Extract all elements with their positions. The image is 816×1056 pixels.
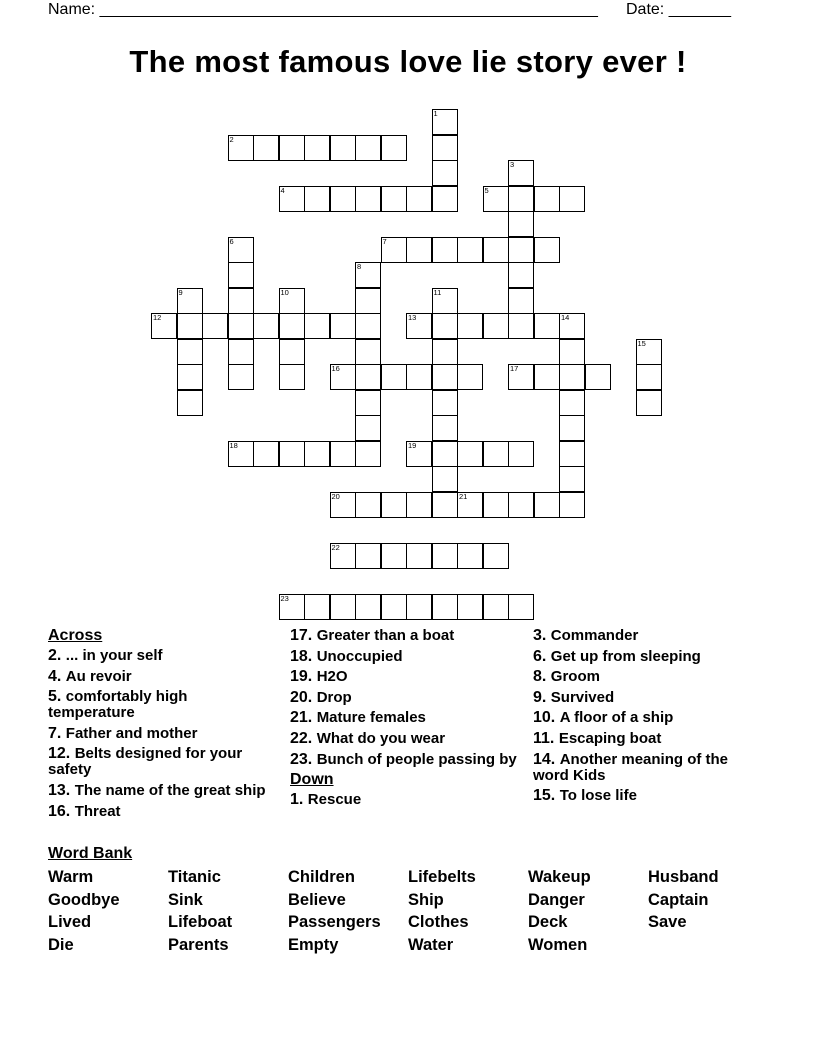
crossword-cell[interactable] [559, 339, 585, 365]
word-bank-word: Women [528, 936, 588, 954]
clue-item [48, 783, 278, 799]
crossword-cell[interactable] [508, 594, 534, 620]
clue-number: 16 [331, 364, 340, 373]
word-bank-word: Clothes [408, 913, 469, 931]
clue-item-number: 2. [48, 647, 66, 664]
crossword-cell[interactable] [330, 186, 356, 212]
clue-column-1 [48, 628, 278, 824]
crossword-cell[interactable] [457, 594, 483, 620]
down-title: Down [290, 771, 334, 789]
crossword-cell[interactable] [508, 492, 534, 518]
crossword-cell[interactable] [355, 492, 381, 518]
page-title: The most famous love lie story ever ! [129, 44, 687, 79]
crossword-cell[interactable] [228, 313, 254, 339]
crossword-cell[interactable] [432, 109, 458, 135]
clue-number: 5 [484, 185, 489, 195]
clue-item [48, 746, 278, 778]
crossword-cell[interactable] [508, 288, 534, 314]
crossword-cell[interactable] [330, 492, 356, 518]
crossword-cell[interactable] [457, 364, 483, 390]
crossword-cell[interactable] [432, 288, 458, 314]
clue-item-number: 7. [48, 724, 66, 742]
crossword-cell[interactable] [279, 364, 305, 390]
clue-item-text: Father and mother [65, 724, 198, 742]
clue-number: 10 [280, 287, 289, 297]
crossword-cell[interactable] [228, 135, 254, 161]
word-bank-word: Captain [648, 891, 709, 909]
crossword-cell[interactable] [483, 543, 509, 569]
crossword-cell[interactable] [457, 313, 483, 339]
crossword-cell[interactable] [355, 441, 381, 467]
clue-number: 2 [229, 134, 234, 144]
clue-item [533, 752, 763, 784]
crossword-cell[interactable] [406, 441, 432, 467]
crossword-cell[interactable] [508, 186, 534, 212]
crossword-cell[interactable] [253, 135, 279, 161]
clue-column-2 [290, 628, 520, 813]
crossword-cell[interactable] [483, 237, 509, 263]
crossword-cell[interactable] [279, 594, 305, 620]
clue-number: 22 [331, 542, 340, 552]
crossword-cell[interactable] [406, 492, 432, 518]
crossword-cell[interactable] [534, 186, 560, 212]
crossword-cell[interactable] [559, 492, 585, 518]
word-bank-word: Titanic [168, 868, 221, 886]
clue-number: 21 [459, 491, 468, 501]
crossword-cell[interactable] [636, 339, 662, 365]
clue-item-number: 8. [533, 668, 551, 686]
crossword-cell[interactable] [432, 415, 458, 441]
crossword-cell[interactable] [253, 313, 279, 339]
clue-item [290, 649, 520, 665]
clue-item-text: comfortably high temperature [48, 688, 188, 722]
clue-item-text: Mature females [316, 709, 426, 727]
clue-item [533, 649, 763, 665]
crossword-cell[interactable] [381, 135, 407, 161]
clue-item-number: 10. [533, 709, 560, 727]
crossword-cell[interactable] [559, 466, 585, 492]
word-bank-word: Danger [528, 891, 585, 909]
crossword-cell[interactable] [355, 262, 381, 288]
clue-number: 14 [561, 313, 570, 322]
clue-item-number: 5. [48, 688, 66, 706]
crossword-cell[interactable] [330, 135, 356, 161]
clue-item-number: 22. [290, 729, 317, 747]
crossword-cell[interactable] [279, 441, 305, 467]
crossword-cell[interactable] [151, 313, 177, 339]
crossword-cell[interactable] [355, 594, 381, 620]
clue-item-text: Greater than a boat [316, 627, 455, 644]
clue-item [290, 752, 520, 768]
crossword-cell[interactable] [406, 594, 432, 620]
name-field-label[interactable]: Name: ________________________________________________________ [48, 1, 598, 18]
word-bank-word: Sink [168, 891, 203, 909]
word-bank-word: Goodbye [48, 891, 120, 909]
crossword-cell[interactable] [432, 186, 458, 212]
crossword-cell[interactable] [534, 492, 560, 518]
crossword-cell[interactable] [228, 262, 254, 288]
clue-item-text: The name of the great ship [74, 781, 266, 799]
clue-item-text: A floor of a ship [559, 709, 674, 727]
crossword-cell[interactable] [483, 186, 509, 212]
crossword-cell[interactable] [534, 313, 560, 339]
crossword-cell[interactable] [406, 364, 432, 390]
crossword-cell[interactable] [406, 186, 432, 212]
clue-number: 15 [637, 338, 646, 348]
clue-item-text: Unoccupied [316, 647, 403, 665]
crossword-cell[interactable] [330, 313, 356, 339]
crossword-cell[interactable] [355, 390, 381, 416]
crossword-cell[interactable] [508, 313, 534, 339]
crossword-cell[interactable] [228, 364, 254, 390]
clue-item-number: 21. [290, 709, 317, 727]
clue-item [290, 690, 520, 706]
clue-item [290, 628, 520, 644]
date-field-label[interactable]: Date: _______ [626, 1, 731, 18]
crossword-cell[interactable] [432, 339, 458, 365]
clue-column-3 [533, 628, 763, 809]
crossword-cell[interactable] [432, 160, 458, 186]
crossword-cell[interactable] [330, 594, 356, 620]
clue-item-number: 14. [533, 750, 560, 768]
crossword-cell[interactable] [177, 313, 203, 339]
clue-item-text: To lose life [559, 787, 637, 805]
crossword-cell[interactable] [355, 186, 381, 212]
crossword-cell[interactable] [228, 441, 254, 467]
clue-item-number: 23. [290, 750, 317, 768]
clue-item-number: 17. [290, 627, 317, 644]
clue-item-text: Survived [550, 688, 615, 706]
clue-number: 20 [331, 491, 340, 501]
word-bank-word: Water [408, 936, 454, 954]
crossword-cell[interactable] [355, 339, 381, 365]
clue-item-number: 19. [290, 668, 317, 686]
crossword-cell[interactable] [432, 237, 458, 263]
crossword-cell[interactable] [585, 364, 611, 390]
clue-item-number: 15. [533, 787, 560, 805]
clue-item-number: 9. [533, 688, 551, 706]
clue-item [290, 669, 520, 685]
clue-number: 13 [408, 313, 417, 322]
word-bank-word: Warm [48, 868, 94, 886]
clue-item-text: Bunch of people passing by [316, 750, 517, 768]
crossword-cell[interactable] [330, 441, 356, 467]
clue-item [48, 689, 278, 721]
word-bank-word: Lived [48, 913, 92, 931]
clue-item [533, 628, 763, 644]
clue-item [533, 731, 763, 747]
crossword-cell[interactable] [534, 364, 560, 390]
crossword-cell[interactable] [304, 135, 330, 161]
word-bank-word: Ship [408, 891, 444, 909]
crossword-cell[interactable] [279, 186, 305, 212]
clue-item [290, 710, 520, 726]
clue-item-number: 18. [290, 647, 317, 665]
clue-number: 1 [433, 109, 438, 118]
clue-number: 12 [153, 313, 162, 322]
word-bank-word: Lifeboat [168, 913, 233, 931]
clue-item [533, 788, 763, 804]
crossword-cell[interactable] [177, 339, 203, 365]
crossword-cell[interactable] [304, 186, 330, 212]
crossword-cell[interactable] [406, 237, 432, 263]
crossword-cell[interactable] [636, 390, 662, 416]
crossword-cell[interactable] [508, 364, 534, 390]
crossword-cell[interactable] [202, 313, 228, 339]
crossword-cell[interactable] [559, 415, 585, 441]
clue-item [533, 710, 763, 726]
crossword-cell[interactable] [228, 288, 254, 314]
clue-item [290, 731, 520, 747]
crossword-cell[interactable] [508, 237, 534, 263]
clue-number: 18 [229, 440, 238, 450]
clue-item-number: 16. [48, 802, 75, 820]
crossword-cell[interactable] [355, 288, 381, 314]
across-title: Across [48, 627, 103, 644]
clue-item [533, 690, 763, 706]
crossword-cell[interactable] [508, 160, 534, 186]
crossword-cell[interactable] [406, 543, 432, 569]
clue-number: 17 [510, 364, 519, 373]
crossword-cell[interactable] [432, 594, 458, 620]
crossword-cell[interactable] [432, 492, 458, 518]
clue-item-number: 1. [290, 791, 308, 809]
crossword-cell[interactable] [381, 594, 407, 620]
crossword-cell[interactable] [508, 262, 534, 288]
clue-item [48, 669, 278, 685]
crossword-cell[interactable] [355, 313, 381, 339]
clue-number: 7 [382, 236, 387, 246]
crossword-cell[interactable] [355, 364, 381, 390]
clue-item [48, 648, 278, 664]
crossword-cell[interactable] [432, 135, 458, 161]
crossword-cell[interactable] [432, 390, 458, 416]
crossword-cell[interactable] [381, 237, 407, 263]
crossword-cell[interactable] [432, 441, 458, 467]
crossword-cell[interactable] [330, 364, 356, 390]
crossword-cell[interactable] [381, 186, 407, 212]
clue-item [533, 669, 763, 685]
crossword-cell[interactable] [381, 492, 407, 518]
crossword-cell[interactable] [228, 339, 254, 365]
clue-item-text: Groom [550, 668, 600, 686]
crossword-cell[interactable] [381, 364, 407, 390]
crossword-cell[interactable] [534, 237, 560, 263]
crossword-cell[interactable] [559, 441, 585, 467]
word-bank-word: Lifebelts [408, 868, 476, 886]
crossword-cell[interactable] [355, 543, 381, 569]
clue-item-number: 13. [48, 781, 75, 799]
clue-item-text: H2O [316, 668, 348, 686]
clue-item-text: Belts designed for your safety [48, 745, 243, 779]
word-bank-word: Deck [528, 913, 568, 931]
clue-item-text: Commander [550, 627, 639, 644]
clue-item-text: ... in your self [65, 647, 163, 664]
clue-item [48, 726, 278, 742]
clue-item-number: 3. [533, 627, 551, 644]
crossword-cell[interactable] [304, 313, 330, 339]
clue-item-text: Another meaning of the word Kids [533, 750, 729, 784]
clue-number: 4 [280, 185, 285, 195]
crossword-cell[interactable] [432, 466, 458, 492]
crossword-cell[interactable] [559, 186, 585, 212]
clue-number: 8 [357, 262, 362, 271]
crossword-cell[interactable] [177, 390, 203, 416]
clue-item-text: Au revoir [65, 667, 132, 685]
crossword-cell[interactable] [432, 364, 458, 390]
crossword-cell[interactable] [457, 492, 483, 518]
crossword-cell[interactable] [381, 543, 407, 569]
crossword-cell[interactable] [483, 594, 509, 620]
word-bank-title: Word Bank [48, 845, 133, 862]
word-bank-word: Wakeup [528, 868, 591, 886]
crossword-cell[interactable] [330, 543, 356, 569]
clue-number: 6 [229, 236, 234, 246]
crossword-cell[interactable] [457, 543, 483, 569]
word-bank-word: Save [648, 913, 687, 931]
crossword-cell[interactable] [279, 135, 305, 161]
word-bank-word: Husband [648, 868, 719, 886]
crossword-cell[interactable] [279, 339, 305, 365]
crossword-cell[interactable] [355, 135, 381, 161]
clue-item-number: 6. [533, 647, 551, 665]
crossword-cell[interactable] [636, 364, 662, 390]
clue-item [48, 804, 278, 820]
clue-number: 19 [408, 440, 417, 450]
word-bank-word: Parents [168, 936, 229, 954]
crossword-cell[interactable] [457, 237, 483, 263]
clue-number: 9 [178, 287, 183, 297]
crossword-cell[interactable] [304, 594, 330, 620]
clue-number: 3 [510, 160, 515, 169]
crossword-cell[interactable] [559, 313, 585, 339]
clue-item-text: Rescue [307, 791, 362, 809]
crossword-cell[interactable] [559, 390, 585, 416]
word-bank-word: Passengers [288, 913, 381, 931]
clue-item-number: 11. [533, 729, 559, 747]
clue-item-text: Escaping boat [558, 729, 662, 747]
crossword-cell[interactable] [406, 313, 432, 339]
crossword-cell[interactable] [483, 492, 509, 518]
clue-number: 11 [433, 287, 442, 297]
word-bank-word: Children [288, 868, 355, 886]
crossword-cell[interactable] [177, 364, 203, 390]
clue-item-text: Drop [316, 688, 352, 706]
word-bank-word: Believe [288, 891, 346, 909]
crossword-cell[interactable] [432, 543, 458, 569]
crossword-cell[interactable] [559, 364, 585, 390]
clue-item-text: Get up from sleeping [550, 647, 701, 665]
crossword-cell[interactable] [253, 441, 279, 467]
crossword-cell[interactable] [228, 237, 254, 263]
clue-item-number: 4. [48, 667, 66, 685]
crossword-cell[interactable] [483, 313, 509, 339]
crossword-cell[interactable] [508, 211, 534, 237]
clue-item-number: 12. [48, 745, 75, 763]
crossword-cell[interactable] [483, 441, 509, 467]
crossword-cell[interactable] [304, 441, 330, 467]
clue-item-number: 20. [290, 688, 317, 706]
clue-item [290, 792, 520, 808]
crossword-cell[interactable] [177, 288, 203, 314]
crossword-cell[interactable] [457, 441, 483, 467]
crossword-cell[interactable] [279, 288, 305, 314]
crossword-cell[interactable] [508, 441, 534, 467]
clue-number: 23 [280, 593, 289, 603]
clue-item-text: Threat [74, 802, 121, 820]
word-bank-word: Die [48, 936, 74, 954]
crossword-cell[interactable] [279, 313, 305, 339]
clue-item-text: What do you wear [316, 729, 446, 747]
word-bank-word: Empty [288, 936, 339, 954]
crossword-cell[interactable] [432, 313, 458, 339]
crossword-cell[interactable] [355, 415, 381, 441]
